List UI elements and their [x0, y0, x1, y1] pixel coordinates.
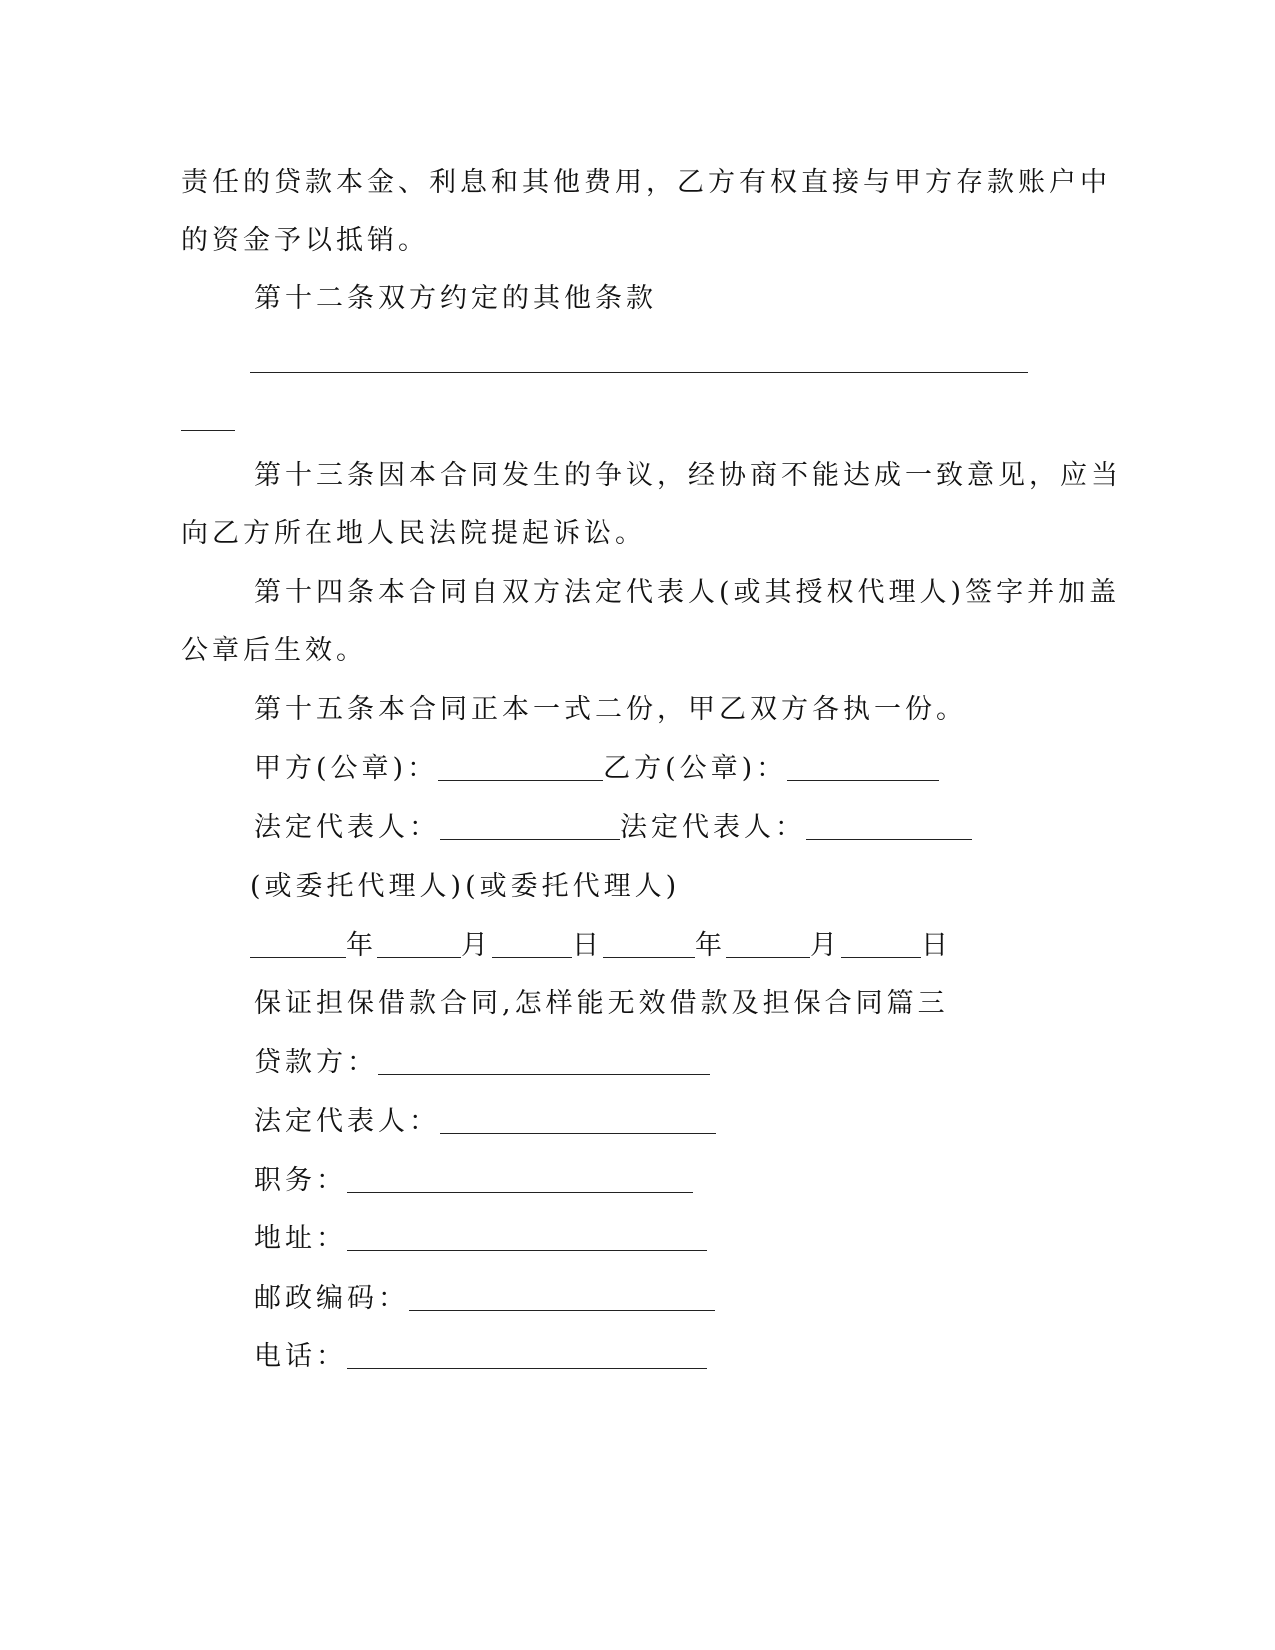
address-label: 地址： — [254, 1223, 347, 1254]
date-a-month-blank — [377, 933, 461, 958]
party-a-seal-blank — [438, 756, 603, 781]
date-b-day-blank — [841, 933, 921, 958]
legal-rep-b-label: 法定代表人： — [620, 812, 806, 843]
lender-row — [254, 1046, 710, 1080]
postcode-label: 邮政编码： — [254, 1283, 409, 1314]
phone-row — [254, 1340, 707, 1374]
article12-title: 第十二条双方约定的其他条款 — [254, 283, 657, 314]
legal-rep-a-blank — [440, 815, 620, 840]
address-blank — [347, 1226, 707, 1251]
date-b-day-label: 日 — [921, 930, 952, 961]
phone-label: 电话： — [254, 1341, 347, 1372]
lender-label: 贷款方： — [254, 1047, 378, 1078]
date-a-day-blank — [492, 933, 572, 958]
party-b-seal-blank — [787, 756, 939, 781]
article14-line1: 第十四条本合同自双方法定代表人(或其授权代理人)签字并加盖 — [254, 577, 1121, 608]
date-b-year-blank — [603, 933, 695, 958]
date-b-year-label: 年 — [695, 930, 726, 961]
lender-blank — [378, 1050, 710, 1075]
position-label: 职务： — [254, 1165, 347, 1196]
date-b-month-label: 月 — [810, 930, 841, 961]
legal-rep-row — [254, 811, 972, 845]
article13-line2: 向乙方所在地人民法院提起诉讼。 — [181, 518, 646, 549]
article13-line1: 第十三条因本合同发生的争议，经协商不能达成一致意见，应当 — [254, 460, 1122, 491]
legal-rep-form-row — [254, 1105, 716, 1139]
article15-text: 第十五条本合同正本一式二份，甲乙双方各执一份。 — [254, 694, 967, 725]
postcode-row — [254, 1282, 715, 1316]
date-a-year-label: 年 — [346, 930, 377, 961]
date-b-month-blank — [726, 933, 810, 958]
article11-line1: 责任的贷款本金、利息和其他费用，乙方有权直接与甲方存款账户中 — [181, 167, 1111, 198]
date-a-year-blank — [250, 933, 346, 958]
position-blank — [347, 1168, 693, 1193]
position-row — [254, 1164, 693, 1198]
article11-line2: 的资金予以抵销。 — [181, 225, 429, 256]
date-a-month-label: 月 — [461, 930, 492, 961]
phone-blank — [347, 1344, 707, 1369]
article12-blank-line-cont — [181, 430, 235, 431]
article12-blank-line — [250, 372, 1028, 373]
legal-rep-a-label: 法定代表人： — [254, 812, 440, 843]
date-a-day-label: 日 — [572, 930, 603, 961]
party-b-seal-label: 乙方(公章)： — [603, 753, 788, 784]
party-a-seal-label: 甲方(公章)： — [254, 753, 439, 784]
legal-rep-b-blank — [806, 815, 972, 840]
section3-heading: 保证担保借款合同,怎样能无效借款及担保合同篇三 — [254, 988, 949, 1019]
date-row — [250, 929, 952, 963]
postcode-blank — [409, 1286, 715, 1311]
article14-line2: 公章后生效。 — [181, 635, 367, 666]
legal-rep-form-label: 法定代表人： — [254, 1106, 440, 1137]
legal-rep-form-blank — [440, 1109, 716, 1134]
address-row — [254, 1222, 707, 1256]
seal-row — [254, 752, 939, 786]
agent-row: (或委托代理人)(或委托代理人) — [250, 871, 681, 902]
